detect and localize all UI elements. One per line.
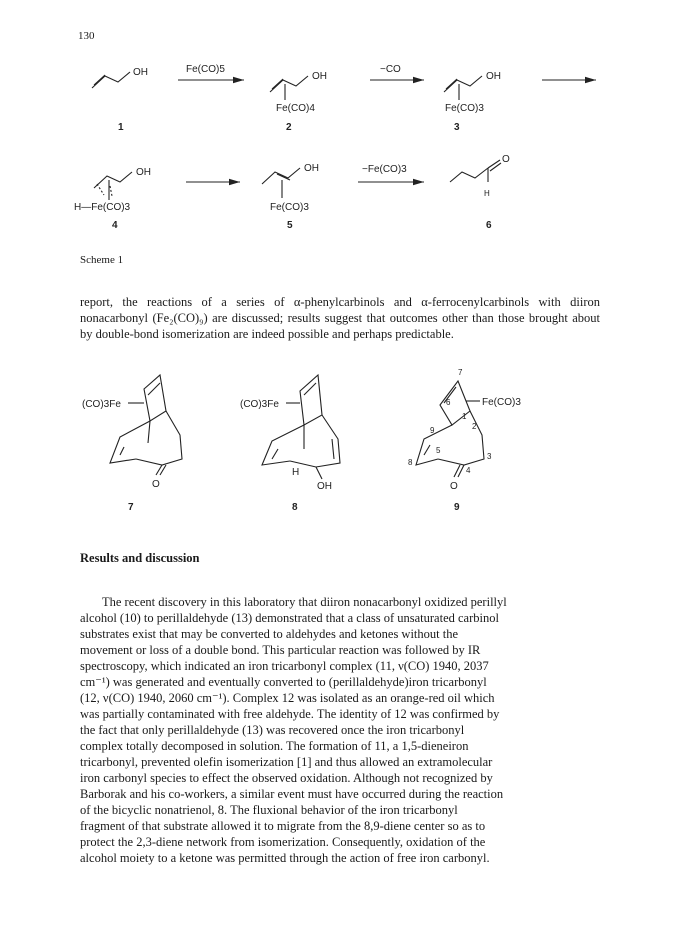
svg-text:O: O bbox=[152, 479, 160, 490]
body-line: Barborak and his co-workers, a similar event must have occurred during the reaction bbox=[80, 787, 504, 801]
compound-5-structure bbox=[262, 163, 319, 231]
svg-text:OH: OH bbox=[304, 163, 319, 174]
body-line: of the bicyclic nonatrienol, 8. The fluxional behavior of the iron tricarbonyl bbox=[80, 803, 458, 817]
structure-label-9: 9 bbox=[454, 502, 460, 513]
section-heading: Results and discussion bbox=[80, 551, 200, 565]
iron-tricarbonyl-label-9: Fe(CO)3 bbox=[482, 397, 521, 408]
hydrogen-label-8: H bbox=[292, 467, 300, 478]
body-line: iron carbonyl species to effect the observed oxidation. Although not recognized by bbox=[80, 771, 493, 785]
svg-text:OH: OH bbox=[312, 71, 327, 82]
svg-text:3: 3 bbox=[487, 452, 492, 461]
iron-tricarbonyl-label-8: (CO)3Fe bbox=[240, 399, 279, 410]
compound-4-structure bbox=[74, 167, 151, 231]
carbonyl-oxygen-label: O bbox=[502, 154, 510, 165]
structure-label-7: 7 bbox=[128, 502, 134, 513]
body-line: cm⁻¹) was generated and eventually converted to (perillaldehyde)iron tricarbonyl bbox=[80, 675, 487, 689]
body-line: was partially contaminated with free aldehyde. The identity of 12 was confirmed by bbox=[80, 707, 500, 721]
svg-text:OH: OH bbox=[136, 167, 151, 178]
body-line: complex totally decomposed in solution. The formation of 11, a 1,5-dieneiron bbox=[80, 739, 469, 753]
svg-text:O: O bbox=[450, 481, 458, 492]
compound-number-6: 6 bbox=[486, 220, 492, 231]
structure-label-8: 8 bbox=[292, 502, 298, 513]
svg-text:9: 9 bbox=[430, 426, 435, 435]
body-line: The recent discovery in this laboratory that diiron nonacarbonyl oxidized perillyl bbox=[102, 595, 507, 609]
body-line: substrates exist that may be converted to aldehydes and ketones without the bbox=[80, 627, 459, 641]
svg-text:4: 4 bbox=[466, 466, 471, 475]
compound-number-4: 4 bbox=[112, 220, 118, 231]
reagent-minus-iron-tricarbonyl: −Fe(CO)3 bbox=[362, 164, 407, 175]
body-line: protect the 2,3-diene network from isomerization. Consequently, oxidation of the bbox=[80, 835, 486, 849]
svg-text:5: 5 bbox=[436, 446, 441, 455]
hydrido-iron-tricarbonyl-label: H—Fe(CO)3 bbox=[74, 202, 131, 213]
scheme-1-reaction bbox=[0, 0, 680, 250]
hydroxyl-label: OH bbox=[133, 67, 148, 78]
compound-number-3: 3 bbox=[454, 122, 460, 133]
page-number: 130 bbox=[78, 30, 95, 42]
iron-tetracarbonyl-label: Fe(CO)4 bbox=[276, 103, 315, 114]
compound-3-structure bbox=[444, 71, 501, 133]
compound-number-5: 5 bbox=[287, 220, 293, 231]
structure-8 bbox=[240, 375, 340, 513]
reagent-minus-co: −CO bbox=[380, 64, 401, 75]
reaction-arrow-5 bbox=[358, 164, 424, 182]
body-line: alcohol moiety to a ketone was permitted through the action of free iron carbonyl. bbox=[80, 851, 490, 865]
body-line: (12, ν(CO) 1940, 2060 cm⁻¹). Complex 12 was isolated as an orange-red oil which bbox=[80, 691, 495, 705]
compound-2-structure bbox=[270, 71, 327, 133]
structure-7 bbox=[82, 375, 182, 513]
structures-7-8-9 bbox=[0, 355, 680, 525]
structure-9 bbox=[408, 368, 521, 513]
compound-1-structure bbox=[92, 67, 148, 133]
compound-6-structure bbox=[450, 154, 510, 231]
intro-paragraph: report, the reactions of a series of α-phenylcarbinols and α-ferrocenylcarbinols with diiron nonacarbonyl (Fe₂(CO)₉) are discussed; results suggest that outcomes other than those brought about by double-bond isomerization are indeed possible and perhaps predictable. bbox=[80, 295, 600, 341]
reaction-arrow-2 bbox=[370, 64, 424, 80]
iron-tricarbonyl-label-7: (CO)3Fe bbox=[82, 399, 121, 410]
compound-number-1: 1 bbox=[118, 122, 124, 133]
compound-number-2: 2 bbox=[286, 122, 292, 133]
scheme-caption: Scheme 1 bbox=[80, 254, 124, 266]
body-line: the fact that only perillaldehyde (13) was recovered once the iron tricarbonyl bbox=[80, 723, 465, 737]
body-line: fragment of that substrate allowed it to migrate from the 8,9-diene center so as to bbox=[80, 819, 486, 833]
hydroxyl-label-8: OH bbox=[317, 481, 332, 492]
aldehyde-hydrogen-label: H bbox=[484, 189, 490, 198]
body-line: alcohol (10) to perillaldehyde (13) demonstrated that a class of unsaturated carbinol bbox=[80, 611, 499, 625]
reagent-iron-pentacarbonyl: Fe(CO)5 bbox=[186, 64, 225, 75]
svg-text:6: 6 bbox=[446, 398, 451, 407]
svg-text:Fe(CO)3: Fe(CO)3 bbox=[270, 202, 309, 213]
body-line: movement or loss of a double bond. This particular reaction was followed by IR bbox=[80, 643, 481, 657]
svg-text:8: 8 bbox=[408, 458, 413, 467]
iron-tricarbonyl-label: Fe(CO)3 bbox=[445, 103, 484, 114]
svg-text:OH: OH bbox=[486, 71, 501, 82]
body-line: tricarbonyl, prevented olefin isomerization [1] and thus allowed an extramolecular bbox=[80, 755, 493, 769]
reaction-arrow-1 bbox=[178, 64, 244, 80]
body-line: spectroscopy, which indicated an iron tricarbonyl complex (11, ν(CO) 1940, 2037 bbox=[80, 659, 489, 673]
svg-text:1: 1 bbox=[462, 412, 467, 421]
svg-text:2: 2 bbox=[472, 422, 477, 431]
body-paragraph bbox=[80, 594, 600, 866]
svg-text:7: 7 bbox=[458, 368, 463, 377]
